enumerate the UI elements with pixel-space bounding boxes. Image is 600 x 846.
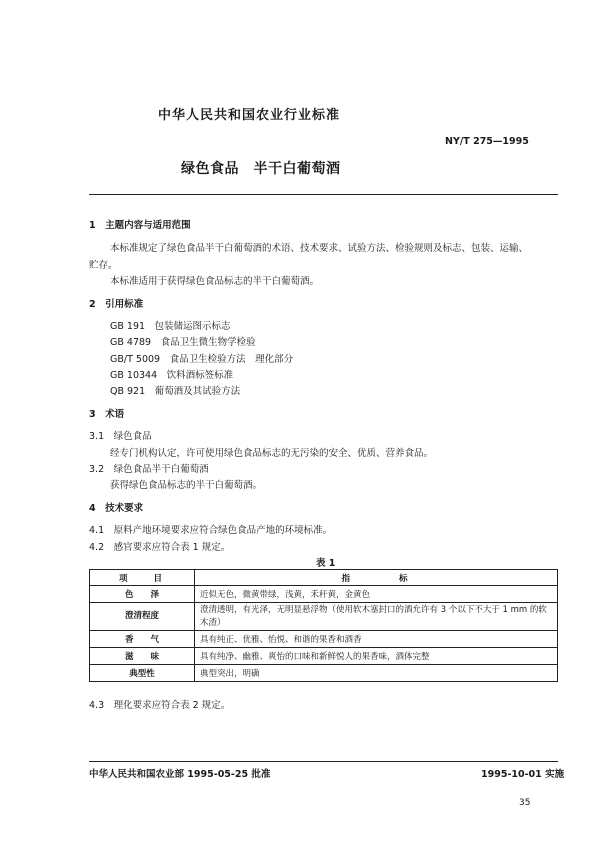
section-4-heading: 4 技术要求: [89, 503, 144, 514]
footer-rule: [89, 761, 558, 762]
table-row: [90, 586, 558, 603]
page-number: 35: [519, 798, 531, 808]
header-item: 项 目: [90, 570, 195, 586]
table-1: [89, 569, 558, 682]
term-3-2-definition: 获得绿色食品标志的半干白葡萄酒。: [110, 480, 263, 491]
section-1-para1-line1: 本标准规定了绿色食品半干白葡萄酒的术语、技术要求、试验方法、检验规则及标志、包装、运输、: [110, 243, 529, 254]
term-3-1-heading: 3.1 绿色食品: [89, 431, 152, 442]
term-3-1-definition: 经专门机构认定，许可使用绿色食品标志的无污染的安全、优质、营养食品。: [110, 448, 434, 459]
standard-number: NY/T 275—1995: [445, 136, 529, 147]
reference-item: GB 191 包装储运图示标志: [110, 321, 231, 332]
row-value: 典型突出，明确: [195, 665, 558, 682]
table-row: [90, 648, 558, 665]
document-title: 绿色食品 半干白葡萄酒: [181, 161, 341, 177]
table-1-caption: 表 1: [316, 558, 336, 569]
table-row: [90, 631, 558, 648]
table-row: [90, 665, 558, 682]
row-item: 典型性: [90, 665, 195, 682]
row-item: 滋 味: [90, 648, 195, 665]
reference-item: GB 10344 饮料酒标签标准: [110, 370, 234, 381]
header-index: 指 标: [195, 570, 558, 586]
term-3-2-heading: 3.2 绿色食品半干白葡萄酒: [89, 464, 209, 475]
table-header-row: [90, 570, 558, 586]
section-1-heading: 1 主题内容与适用范围: [89, 220, 191, 231]
reference-item: GB/T 5009 食品卫生检验方法 理化部分: [110, 354, 294, 365]
row-value: 具有纯净、幽雅、爽怡的口味和新鲜悦人的果香味，酒体完整: [195, 648, 558, 665]
clause-4-3: 4.3 理化要求应符合表 2 规定。: [89, 700, 231, 711]
section-2-heading: 2 引用标准: [89, 299, 144, 310]
row-value-line2: 木渣）: [200, 617, 226, 628]
table-row: [90, 603, 558, 631]
section-1-para1-line2: 贮存。: [89, 260, 118, 271]
section-3-heading: 3 术语: [89, 409, 125, 420]
row-value-line1: 澄清透明，有光泽，无明显悬浮物（使用软木塞封口的酒允许有 3 个以下不大于 1 mm 的软: [200, 604, 547, 615]
header-rule: [89, 194, 558, 195]
row-value: [195, 603, 558, 631]
reference-item: QB 921 葡萄酒及其试验方法: [110, 386, 241, 397]
row-value: 近似无色，微黄带绿，浅黄，禾秆黄，金黄色: [195, 586, 558, 603]
clause-4-2: 4.2 感官要求应符合表 1 规定。: [89, 542, 231, 553]
row-value: 具有纯正、优雅、怡悦、和谐的果香和酒香: [195, 631, 558, 648]
reference-item: GB 4789 食品卫生微生物学检验: [110, 337, 256, 348]
row-item: 香 气: [90, 631, 195, 648]
row-item: 色 泽: [90, 586, 195, 603]
approval-line: 中华人民共和国农业部 1995-05-25 批准: [89, 769, 271, 780]
section-1-para2: 本标准适用于获得绿色食品标志的半干白葡萄酒。: [110, 276, 320, 287]
implementation-date: 1995-10-01 实施: [481, 769, 565, 780]
row-item: 澄清程度: [90, 603, 195, 631]
clause-4-1: 4.1 原料产地环境要求应符合绿色食品产地的环境标准。: [89, 525, 333, 536]
issuing-body-title: 中华人民共和国农业行业标准: [158, 108, 341, 123]
